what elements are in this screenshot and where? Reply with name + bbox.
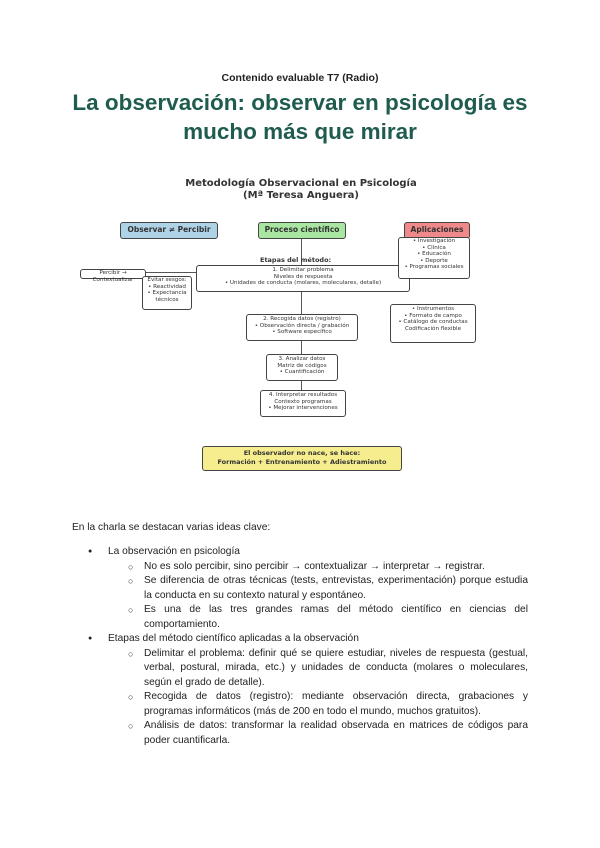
apps-box: [398, 237, 470, 279]
evitar-line: • Reactividad: [148, 283, 186, 290]
observador-line1: El observador no nace, se hace:: [243, 449, 361, 457]
etapa-4-box: [260, 390, 346, 417]
etapa-3-line: • Cuantificación: [279, 369, 325, 376]
etapa-3-line: 3. Analizar datos: [278, 356, 326, 362]
evitar-line: • Expectancia: [147, 290, 187, 297]
percibir-box: Percibir → Contextualizar: [80, 269, 146, 279]
evitar-sesgos-box: [142, 276, 192, 310]
intro-paragraph: En la charla se destacan varias ideas clave:: [72, 522, 271, 533]
concept-diagram: [76, 168, 526, 478]
etapa-2-line: • Observación directa / grabación: [254, 322, 350, 329]
apps2-box: [390, 304, 476, 343]
list-item: ○ Recogida de datos (registro): mediante observación directa, grabaciones y programas informáticos (más de 200 en todo el mundo, muchos gratuitos).: [108, 690, 528, 719]
apps2-line: • Formato de campo: [404, 312, 462, 319]
etapa-1-line: 1. Delimitar problema: [272, 267, 334, 273]
diagram-title: [76, 178, 526, 202]
list-item: ○ Análisis de datos: transformar la realidad observada en matrices de códigos para poder cuantificarla.: [108, 719, 528, 748]
list-item: [72, 545, 528, 632]
list-item: ○ No es solo percibir, sino percibir → contextualizar → interpretar → registrar.: [108, 560, 528, 575]
apps-line: • Programas sociales: [404, 264, 464, 271]
sub-list: [108, 647, 528, 749]
list-item: ○ Es una de las tres grandes ramas del método científico en ciencias del comportamiento.: [108, 603, 528, 632]
observador-box: [202, 446, 402, 471]
connector-line: [301, 292, 302, 314]
apps-line: • Deporte: [420, 257, 448, 264]
section-heading: Etapas del método científico aplicadas a la observación: [108, 633, 359, 644]
evitar-line: técnicos: [155, 296, 179, 303]
etapa-2-line: 2. Recogida datos (registro): [263, 316, 341, 322]
diagram-title-line1: Metodología Observacional en Psicología: [185, 178, 417, 189]
etapa-2-line: • Software específico: [272, 329, 332, 336]
etapa-3-box: [266, 354, 338, 381]
document-kicker: Contenido evaluable T7 (Radio): [221, 72, 379, 84]
sub-list: [108, 560, 528, 633]
apps-line: • Clínica: [422, 244, 446, 251]
apps2-line: • Catálogo de conductas: [398, 319, 468, 326]
apps-line: • Investigación: [412, 238, 456, 244]
list-item: ○ Delimitar el problema: definir qué se quiere estudiar, niveles de respuesta (gestual, verbal, postural, mirada, etc.) y unidades de conducta (molares o moleculares, según el grado de detalle).: [108, 647, 528, 691]
observador-line2: Formación + Entrenamiento + Adiestramiento: [217, 458, 387, 466]
etapa-1-box: [196, 265, 410, 292]
etapa-2-box: [246, 314, 358, 341]
etapas-label: Etapas del método:: [260, 256, 332, 264]
apps-line: • Educación: [417, 251, 451, 258]
evitar-line: Evitar sesgos:: [147, 277, 187, 283]
section-heading: La observación en psicología: [108, 546, 240, 557]
observar-box: Observar ≠ Percibir: [120, 222, 218, 239]
apps2-line: • Instrumentos: [411, 306, 455, 312]
connector-line: [301, 340, 302, 354]
list-item: [72, 632, 528, 748]
apps2-line: Codificación flexible: [404, 325, 462, 332]
key-ideas-list: [72, 545, 528, 748]
etapa-3-line: Matriz de códigos: [277, 362, 327, 369]
etapa-1-line: Niveles de respuesta: [273, 273, 333, 280]
document-title: La observación: observar en psicología es mucho más que mirar: [72, 90, 528, 144]
etapa-1-line: • Unidades de conducta (molares, moleculares, detalle): [224, 280, 382, 287]
etapa-4-line: • Mejorar intervenciones: [268, 405, 338, 412]
etapa-4-line: 4. Interpretar resultados: [268, 392, 338, 398]
etapa-4-line: Contexto programas: [274, 398, 332, 405]
list-item: ○ Se diferencia de otras técnicas (tests, entrevistas, experimentación) porque estudia la conducta en su contexto natural y espontáneo.: [108, 574, 528, 603]
proceso-box: Proceso científico: [258, 222, 346, 239]
diagram-title-line2: (Mª Teresa Anguera): [243, 190, 359, 201]
aplicaciones-box: Aplicaciones: [404, 222, 470, 239]
